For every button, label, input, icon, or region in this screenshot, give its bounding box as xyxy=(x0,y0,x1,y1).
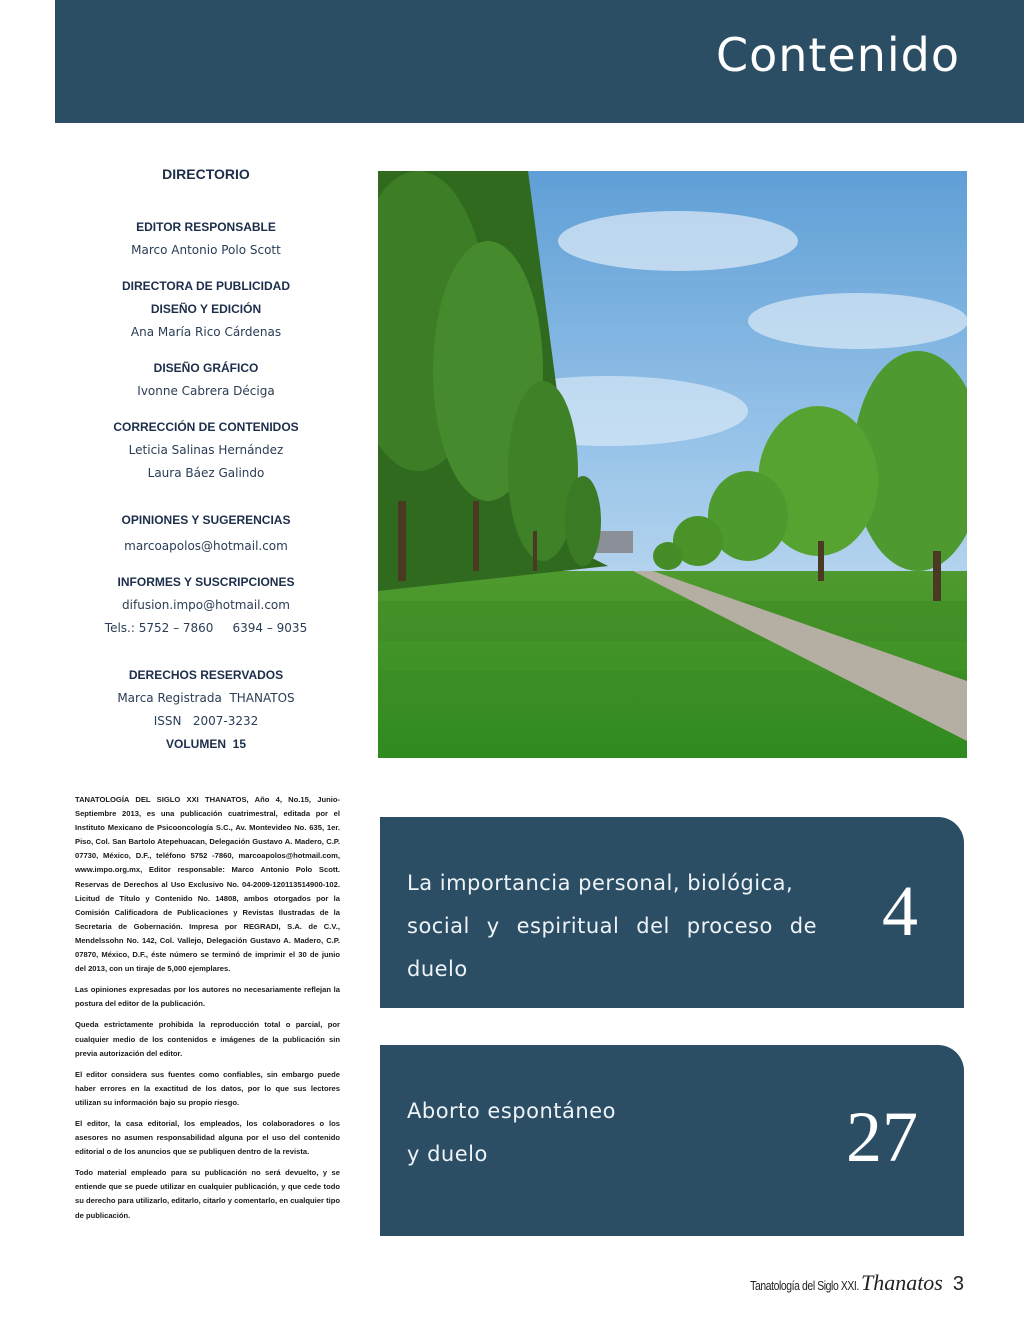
directory xyxy=(72,160,340,756)
legal-paragraph: TANATOLOGÍA DEL SIGLO XXI THANATOS, Año 4, No.15, Junio-Septiembre 2013, es una publicación cuatrimestral, editada por el Instituto Mexicano de Psicooncología S.C., Av. Montevideo No. 635, 1er. Piso, Col. San Bartolo Atepehuacan, Delegación Gustavo A. Madero, C.P. 07730, México, D.F., teléfono 5752 -7860, marcoapolos@hotmail.com, www.impo.org.mx, Editor responsable: Marco Antonio Polo Scott. Reservas de Derechos al Uso Exclusivo No. 04-2009-120113514900-102. Licitud de Título y Contenido No. 14808, ambos otorgados por la Comisión Calificadora de Publicaciones y Revistas Ilustradas de la Secretaria de Gobernación. Impresa por REGRADI, S.A. de C.V., Mendelssohn No. 142, Col. Vallejo, Delegación Gustavo A. Madero, C.P. 07870, México, D.F., éste número se terminó de imprimir el 30 de junio del 2013, con un tiraje de 5,000 ejemplares. xyxy=(75,795,340,974)
director-name: Ana María Rico Cárdenas xyxy=(130,325,282,339)
rights-heading: DERECHOS RESERVADOS xyxy=(128,668,284,682)
magazine-name: Tanatología del Siglo XXI. xyxy=(750,1278,859,1293)
content-entry[interactable] xyxy=(380,817,964,1008)
director-heading: DIRECTORA DE PUBLICIDAD xyxy=(121,279,290,293)
entry-title-line: y duelo xyxy=(407,1142,488,1166)
page-footer xyxy=(723,1270,964,1300)
header-band xyxy=(55,0,1024,123)
legal-notice xyxy=(75,793,340,1230)
phone-numbers: Tels.: 5752 – 7860 6394 – 9035 xyxy=(104,621,308,635)
entry-page-number: 27 xyxy=(846,1097,918,1177)
editor-heading: EDITOR RESPONSABLE xyxy=(136,220,276,234)
brand-logo: Thanatos xyxy=(860,1270,943,1295)
trademark: Marca Registrada THANATOS xyxy=(117,691,295,705)
graphic-design-heading: DISEÑO GRÁFICO xyxy=(153,361,259,375)
editor-name: Marco Antonio Polo Scott xyxy=(131,243,281,257)
entry-page-number: 4 xyxy=(882,871,918,951)
entry-title xyxy=(407,862,817,991)
legal-paragraph: El editor, la casa editorial, los empleados, los colaboradores o los asesores no asumen responsabilidad alguna por el uso del contenido editorial o de los anuncios que se publiquen dentro de la revista. xyxy=(75,1118,340,1157)
entry-title-line: La importancia personal, biológica, xyxy=(407,871,794,895)
correction-heading: CORRECCIÓN DE CONTENIDOS xyxy=(113,420,299,434)
tree-avenue-image xyxy=(378,171,967,758)
page-number: 3 xyxy=(952,1273,964,1295)
entry-title-line: social y espiritual del proceso de duelo xyxy=(407,914,817,981)
graphic-design-name: Ivonne Cabrera Déciga xyxy=(137,384,275,398)
issn: ISSN 2007-3232 xyxy=(153,714,259,728)
correction-name-2: Laura Báez Galindo xyxy=(147,466,265,480)
entry-title-line: Aborto espontáneo xyxy=(407,1099,616,1123)
content-entry[interactable] xyxy=(380,1045,964,1236)
opinions-heading: OPINIONES Y SUGERENCIAS xyxy=(121,513,291,527)
legal-paragraph: El editor considera sus fuentes como confiables, sin embargo puede haber errores en la exactitud de los datos, por lo que sus lectores utilizan su información bajo su propio riesgo. xyxy=(75,1069,340,1107)
info-email: difusion.impo@hotmail.com xyxy=(122,598,290,612)
opinions-email: marcoapolos@hotmail.com xyxy=(124,539,288,553)
info-heading: INFORMES Y SUSCRIPCIONES xyxy=(117,575,295,589)
legal-paragraph: Todo material empleado para su publicación no será devuelto, y se entiende que se puede utilizar en cualquier publicación, y que cede todo su derecho para utilizarlo, editarlo, citarlo y comentarlo, en cualquier tipo de publicación. xyxy=(75,1168,340,1220)
legal-paragraph: Las opiniones expresadas por los autores no necesariamente reflejan la postura del editor de la publicación. xyxy=(75,985,340,1009)
volume: VOLUMEN 15 xyxy=(165,737,246,751)
entry-title xyxy=(407,1090,616,1176)
design-edit-heading: DISEÑO Y EDICIÓN xyxy=(150,302,262,316)
directory-title: DIRECTORIO xyxy=(162,166,250,182)
legal-paragraph: Queda estrictamente prohibida la reproducción total o parcial, por cualquier medio de los contenidos e imágenes de la publicación sin previa autorización del editor. xyxy=(75,1020,340,1058)
correction-name-1: Leticia Salinas Hernández xyxy=(128,443,284,457)
page-title: Contenido xyxy=(715,28,960,82)
cover-photo xyxy=(378,171,967,758)
